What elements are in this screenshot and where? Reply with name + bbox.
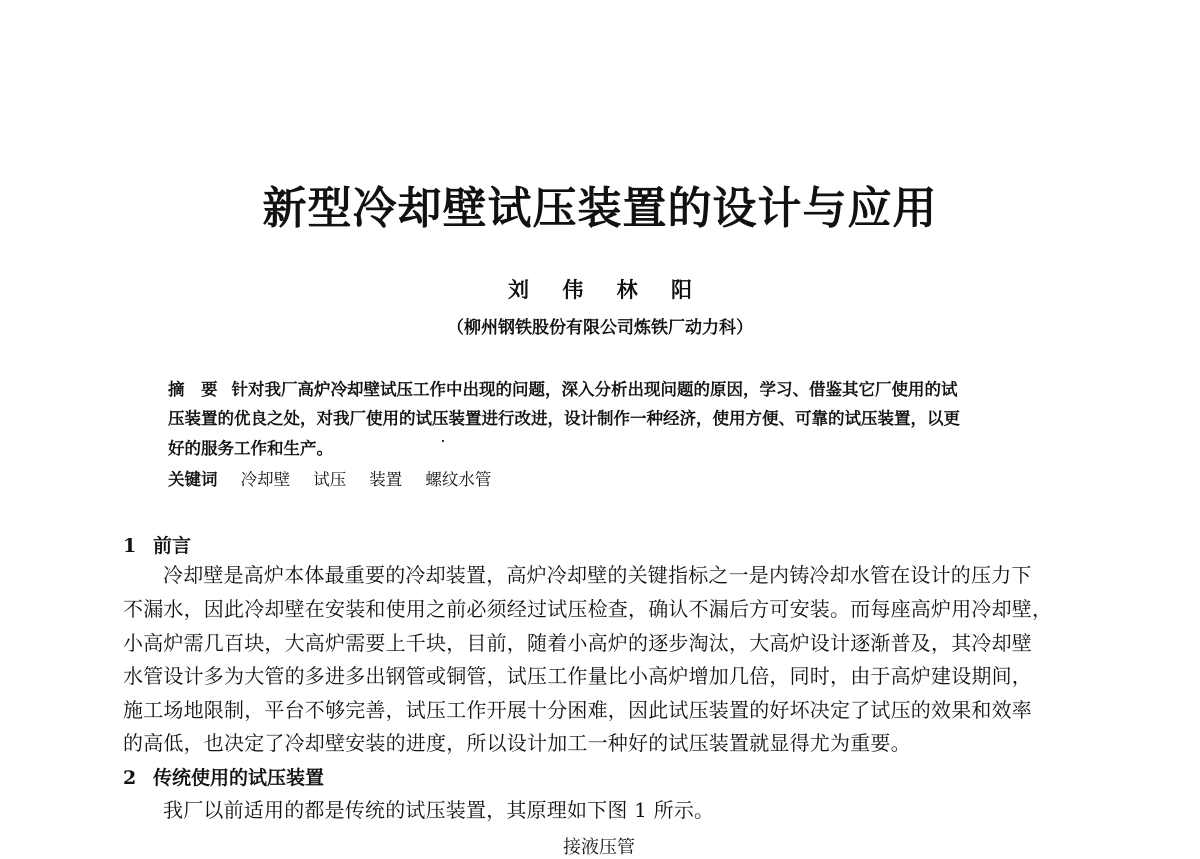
scan-speck xyxy=(442,440,444,442)
abstract-line: 好的服务工作和生产。 xyxy=(168,439,333,458)
keywords-label: 关键词 xyxy=(168,470,218,489)
paragraph-line: 的高低，也决定了冷却壁安装的进度，所以设计加工一种好的试压装置就显得尤为重要。 xyxy=(123,731,911,755)
keyword: 装置 xyxy=(369,470,403,489)
section-heading xyxy=(123,531,191,558)
abstract-line xyxy=(168,376,958,400)
figure-label: 接液压管 xyxy=(563,837,635,858)
section-title: 前言 xyxy=(153,535,192,557)
paragraph-line: 我厂以前适用的都是传统的试压装置，其原理如下图 1 所示。 xyxy=(163,798,715,822)
section-heading xyxy=(123,763,324,790)
abstract-text: 针对我厂高炉冷却壁试压工作中出现的问题，深入分析出现问题的原因，学习、借鉴其它厂使用的试 xyxy=(231,380,958,399)
abstract-label: 摘 要 xyxy=(168,380,218,399)
authors: 刘 伟 林 阳 xyxy=(508,277,692,302)
affiliation: （柳州钢铁股份有限公司炼铁厂动力科） xyxy=(447,318,753,338)
paragraph-line: 小高炉需几百块，大高炉需要上千块，目前，随着小高炉的逐步淘汰，大高炉设计逐渐普及，其冷却壁 xyxy=(123,631,1032,655)
section-title: 传统使用的试压装置 xyxy=(153,767,325,789)
paragraph-line: 冷却壁是高炉本体最重要的冷却装置，高炉冷却壁的关键指标之一是内铸冷却水管在设计的压力下 xyxy=(163,563,1032,587)
paragraph-line: 施工场地限制，平台不够完善，试压工作开展十分困难，因此试压装置的好坏决定了试压的效果和效率 xyxy=(123,698,1032,722)
section-number: 1 xyxy=(123,535,137,557)
page-title: 新型冷却壁试压装置的设计与应用 xyxy=(262,183,938,234)
section-number: 2 xyxy=(123,767,137,789)
keyword: 螺纹水管 xyxy=(425,470,492,489)
keyword: 冷却壁 xyxy=(240,470,291,489)
paragraph-line: 不漏水，因此冷却壁在安装和使用之前必须经过试压检查，确认不漏后方可安装。而每座高炉用冷却壁， xyxy=(123,597,1053,621)
keyword: 试压 xyxy=(313,470,347,489)
abstract-line: 压装置的优良之处，对我厂使用的试压装置进行改进，设计制作一种经济，使用方便、可靠的试压装置，以更 xyxy=(168,409,960,428)
paragraph-line: 水管设计多为大管的多进多出钢管或铜管，试压工作量比小高炉增加几倍，同时，由于高炉建设期间， xyxy=(123,664,1032,688)
keywords xyxy=(168,466,509,490)
